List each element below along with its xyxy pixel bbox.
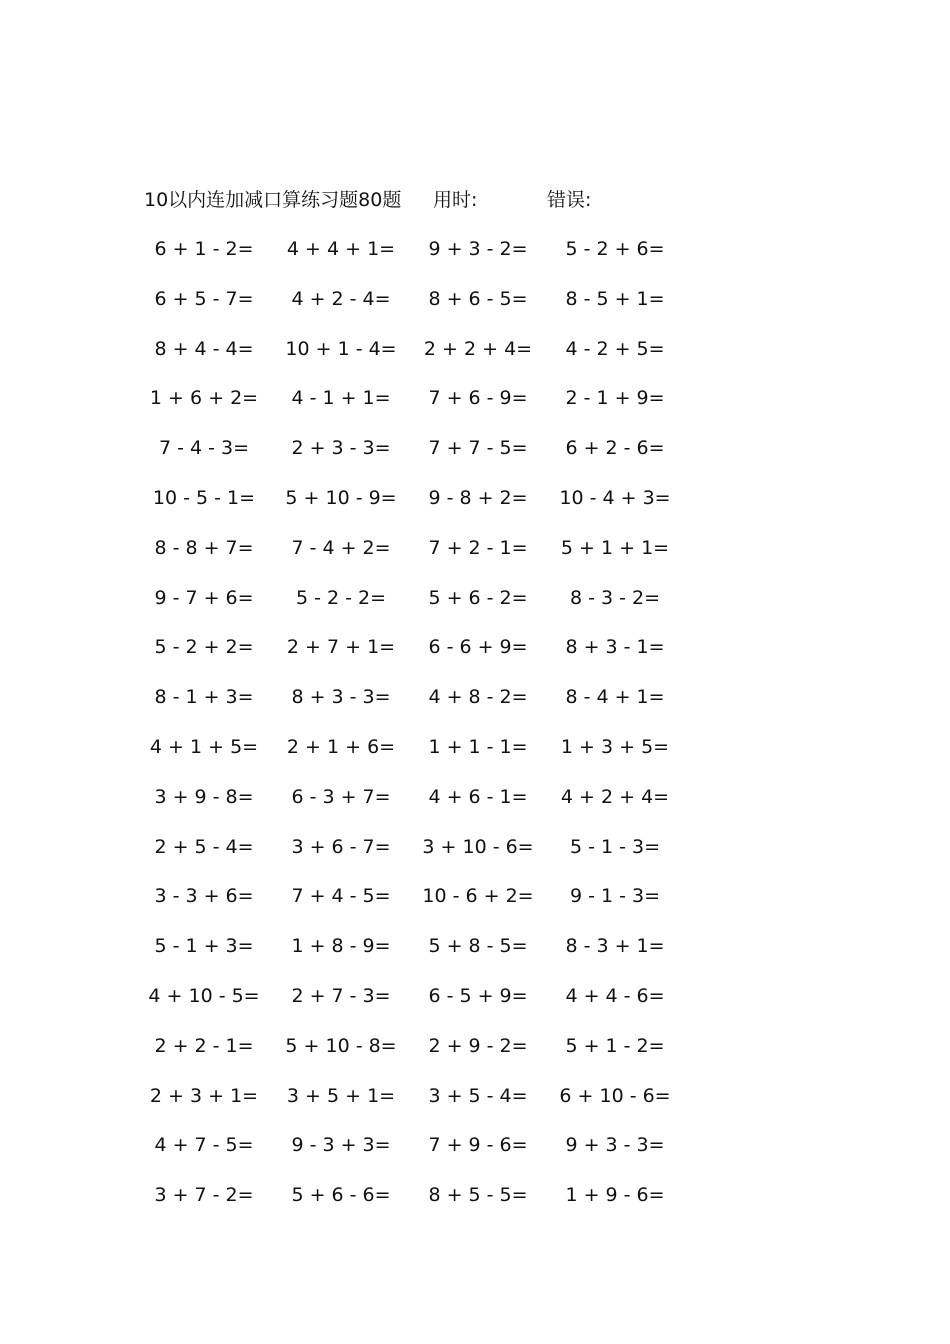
problem-cell: 2 - 1 + 9=: [565, 387, 665, 410]
problem-row: [0, 634, 950, 684]
problem-cell: 7 + 4 - 5=: [291, 885, 391, 908]
problem-cell: 3 + 6 - 7=: [291, 835, 391, 858]
problem-row: [0, 1083, 950, 1133]
problem-cell: 6 - 6 + 9=: [428, 636, 528, 659]
problem-cell: 8 - 5 + 1=: [565, 287, 665, 310]
problem-cell: 1 + 6 + 2=: [149, 387, 259, 410]
problem-cell: 4 - 1 + 1=: [291, 387, 391, 410]
problem-cell: 5 - 2 + 2=: [154, 636, 254, 659]
problem-cell: 6 - 3 + 7=: [291, 785, 391, 808]
problem-cell: 8 + 4 - 4=: [154, 337, 254, 360]
problem-row: [0, 535, 950, 585]
problem-cell: 7 + 7 - 5=: [428, 437, 528, 460]
problem-cell: 5 - 1 - 3=: [569, 835, 661, 858]
problem-cell: 2 + 3 - 3=: [291, 437, 391, 460]
problem-cell: 8 - 1 + 3=: [154, 686, 254, 709]
problem-cell: 5 + 10 - 8=: [285, 1034, 397, 1057]
problem-cell: 10 - 5 - 1=: [152, 486, 256, 509]
problem-cell: 2 + 7 + 1=: [286, 636, 396, 659]
problem-cell: 5 - 1 + 3=: [154, 935, 254, 958]
time-label: 用时:: [433, 189, 478, 211]
problem-cell: 9 + 3 - 3=: [565, 1134, 665, 1157]
problem-cell: 5 + 10 - 9=: [285, 486, 397, 509]
problem-cell: 6 + 2 - 6=: [565, 437, 665, 460]
problem-cell: 10 - 4 + 3=: [559, 486, 671, 509]
problem-cell: 5 - 2 + 6=: [565, 238, 665, 260]
problem-cell: 2 + 2 + 4=: [423, 337, 533, 360]
problem-cell: 9 - 3 + 3=: [291, 1134, 391, 1157]
problem-cell: 5 + 6 - 2=: [428, 586, 528, 609]
problem-cell: 6 + 10 - 6=: [559, 1084, 671, 1107]
problem-cell: 6 + 5 - 7=: [154, 287, 254, 310]
problem-cell: 8 + 3 - 1=: [565, 636, 665, 659]
problem-row: [0, 435, 950, 485]
problem-row: [0, 236, 950, 286]
problem-cell: 1 + 1 - 1=: [428, 735, 528, 758]
problem-cell: 5 + 6 - 6=: [291, 1184, 391, 1207]
problem-cell: 5 + 1 + 1=: [560, 536, 670, 559]
problem-cell: 8 - 4 + 1=: [565, 686, 665, 709]
problem-cell: 2 + 9 - 2=: [428, 1034, 528, 1057]
problem-row: [0, 784, 950, 834]
problem-cell: 3 + 10 - 6=: [422, 835, 534, 858]
problem-cell: 2 + 2 - 1=: [154, 1034, 254, 1057]
problem-cell: 4 + 2 - 4=: [291, 287, 391, 310]
problem-cell: 4 + 10 - 5=: [148, 984, 260, 1007]
problem-grid: [0, 236, 950, 1232]
problem-cell: 3 + 9 - 8=: [154, 785, 254, 808]
problem-cell: 6 + 1 - 2=: [154, 238, 254, 260]
problem-cell: 4 + 6 - 1=: [428, 785, 528, 808]
problem-cell: 4 + 7 - 5=: [154, 1134, 254, 1157]
problem-cell: 9 - 7 + 6=: [154, 586, 254, 609]
problem-cell: 1 + 8 - 9=: [291, 935, 391, 958]
problem-cell: 7 - 4 + 2=: [291, 536, 391, 559]
problem-row: [0, 286, 950, 336]
problem-cell: 1 + 9 - 6=: [565, 1184, 665, 1207]
problem-row: [0, 1132, 950, 1182]
problem-cell: 4 + 2 + 4=: [560, 785, 670, 808]
problem-row: [0, 734, 950, 784]
problem-cell: 5 + 8 - 5=: [428, 935, 528, 958]
problem-cell: 10 + 1 - 4=: [285, 337, 397, 360]
problem-cell: 4 + 4 - 6=: [565, 984, 665, 1007]
problem-cell: 9 - 8 + 2=: [428, 486, 528, 509]
problem-cell: 7 - 4 - 3=: [158, 437, 250, 460]
problem-cell: 6 - 5 + 9=: [428, 984, 528, 1007]
problem-row: [0, 1182, 950, 1232]
problem-row: [0, 585, 950, 635]
problem-cell: 4 + 1 + 5=: [149, 735, 259, 758]
problem-row: [0, 336, 950, 386]
problem-cell: 2 + 3 + 1=: [149, 1084, 259, 1107]
problem-cell: 4 + 8 - 2=: [428, 686, 528, 709]
problem-cell: 9 - 1 - 3=: [569, 885, 661, 908]
worksheet-title: 10以内连加减口算练习题80题: [144, 189, 402, 211]
problem-cell: 8 + 5 - 5=: [428, 1184, 528, 1207]
problem-cell: 10 - 6 + 2=: [422, 885, 534, 908]
problem-cell: 5 + 1 - 2=: [565, 1034, 665, 1057]
problem-row: [0, 933, 950, 983]
error-label: 错误:: [547, 189, 592, 211]
problem-cell: 4 - 2 + 5=: [565, 337, 665, 360]
problem-cell: 4 + 4 + 1=: [286, 238, 396, 260]
problem-row: [0, 485, 950, 535]
problem-cell: 8 - 8 + 7=: [154, 536, 254, 559]
problem-row: [0, 834, 950, 884]
problem-row: [0, 883, 950, 933]
problem-cell: 3 + 5 + 1=: [286, 1084, 396, 1107]
problem-cell: 2 + 7 - 3=: [291, 984, 391, 1007]
problem-cell: 1 + 3 + 5=: [560, 735, 670, 758]
problem-row: [0, 385, 950, 435]
problem-cell: 2 + 5 - 4=: [154, 835, 254, 858]
problem-cell: 3 + 7 - 2=: [154, 1184, 254, 1207]
problem-cell: 9 + 3 - 2=: [428, 238, 528, 260]
problem-cell: 8 - 3 + 1=: [565, 935, 665, 958]
problem-cell: 8 + 6 - 5=: [428, 287, 528, 310]
problem-cell: 8 - 3 - 2=: [569, 586, 661, 609]
problem-row: [0, 684, 950, 734]
problem-cell: 3 + 5 - 4=: [428, 1084, 528, 1107]
problem-cell: 5 - 2 - 2=: [295, 586, 387, 609]
problem-cell: 7 + 6 - 9=: [428, 387, 528, 410]
problem-row: [0, 1033, 950, 1083]
problem-cell: 2 + 1 + 6=: [286, 735, 396, 758]
problem-cell: 8 + 3 - 3=: [291, 686, 391, 709]
problem-cell: 3 - 3 + 6=: [154, 885, 254, 908]
problem-row: [0, 983, 950, 1033]
problem-cell: 7 + 9 - 6=: [428, 1134, 528, 1157]
problem-cell: 7 + 2 - 1=: [428, 536, 528, 559]
